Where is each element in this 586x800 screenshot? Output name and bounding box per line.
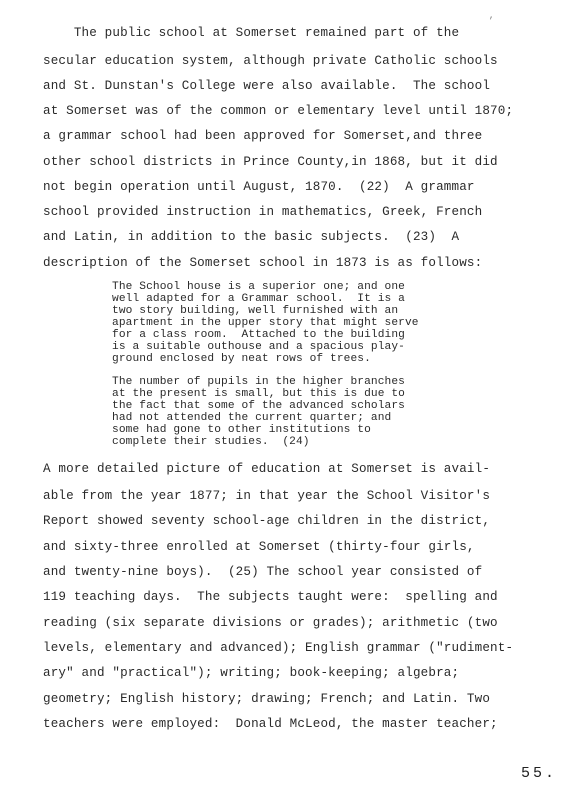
- quote-line: for a class room. Attached to the building: [112, 329, 405, 341]
- text-line: Report showed seventy school-age children in the district,: [43, 514, 491, 528]
- text-line: able from the year 1877; in that year the School Visitor's: [43, 489, 491, 503]
- text-line: a grammar school had been approved for Somerset,and three: [43, 129, 483, 143]
- quote-line: the fact that some of the advanced scholars: [112, 400, 405, 412]
- quote-line: The number of pupils in the higher branches: [112, 376, 405, 388]
- text-line: at Somerset was of the common or elementary level until 1870;: [43, 104, 514, 118]
- text-line: ary" and "practical"); writing; book-keeping; algebra;: [43, 666, 460, 680]
- text-line: A more detailed picture of education at Somerset is avail-: [43, 462, 491, 476]
- text-line: 119 teaching days. The subjects taught were: spelling and: [43, 590, 498, 604]
- text-line: levels, elementary and advanced); English grammar ("rudiment-: [43, 641, 514, 655]
- quote-line: The School house is a superior one; and one: [112, 281, 405, 293]
- text-line: and sixty-three enrolled at Somerset (thirty-four girls,: [43, 540, 475, 554]
- text-line: secular education system, although private Catholic schools: [43, 54, 498, 68]
- quote-line: ground enclosed by neat rows of trees.: [112, 353, 371, 365]
- corner-mark: ’: [487, 17, 494, 28]
- text-line: and Latin, in addition to the basic subjects. (23) A: [43, 230, 460, 244]
- text-line: The public school at Somerset remained part of the: [43, 26, 460, 40]
- quote-line: is a suitable outhouse and a spacious play-: [112, 341, 405, 353]
- quote-line: had not attended the current quarter; and: [112, 412, 392, 424]
- text-line: and St. Dunstan's College were also available. The school: [43, 79, 491, 93]
- quote-line: well adapted for a Grammar school. It is a: [112, 293, 405, 305]
- quote-line: at the present is small, but this is due to: [112, 388, 405, 400]
- text-line: teachers were employed: Donald McLeod, the master teacher;: [43, 717, 498, 731]
- text-line: not begin operation until August, 1870. (22) A grammar: [43, 180, 475, 194]
- page-number: 55.: [521, 765, 558, 782]
- text-line: geometry; English history; drawing; French; and Latin. Two: [43, 692, 491, 706]
- quote-line: some had gone to other institutions to: [112, 424, 371, 436]
- quote-line: apartment in the upper story that might serve: [112, 317, 419, 329]
- quote-line: two story building, well furnished with an: [112, 305, 399, 317]
- text-line: description of the Somerset school in 1873 is as follows:: [43, 256, 483, 270]
- text-line: reading (six separate divisions or grades); arithmetic (two: [43, 616, 498, 630]
- text-line: school provided instruction in mathematics, Greek, French: [43, 205, 483, 219]
- quote-line: complete their studies. (24): [112, 436, 310, 448]
- text-line: and twenty-nine boys). (25) The school year consisted of: [43, 565, 483, 579]
- text-line: other school districts in Prince County,in 1868, but it did: [43, 155, 498, 169]
